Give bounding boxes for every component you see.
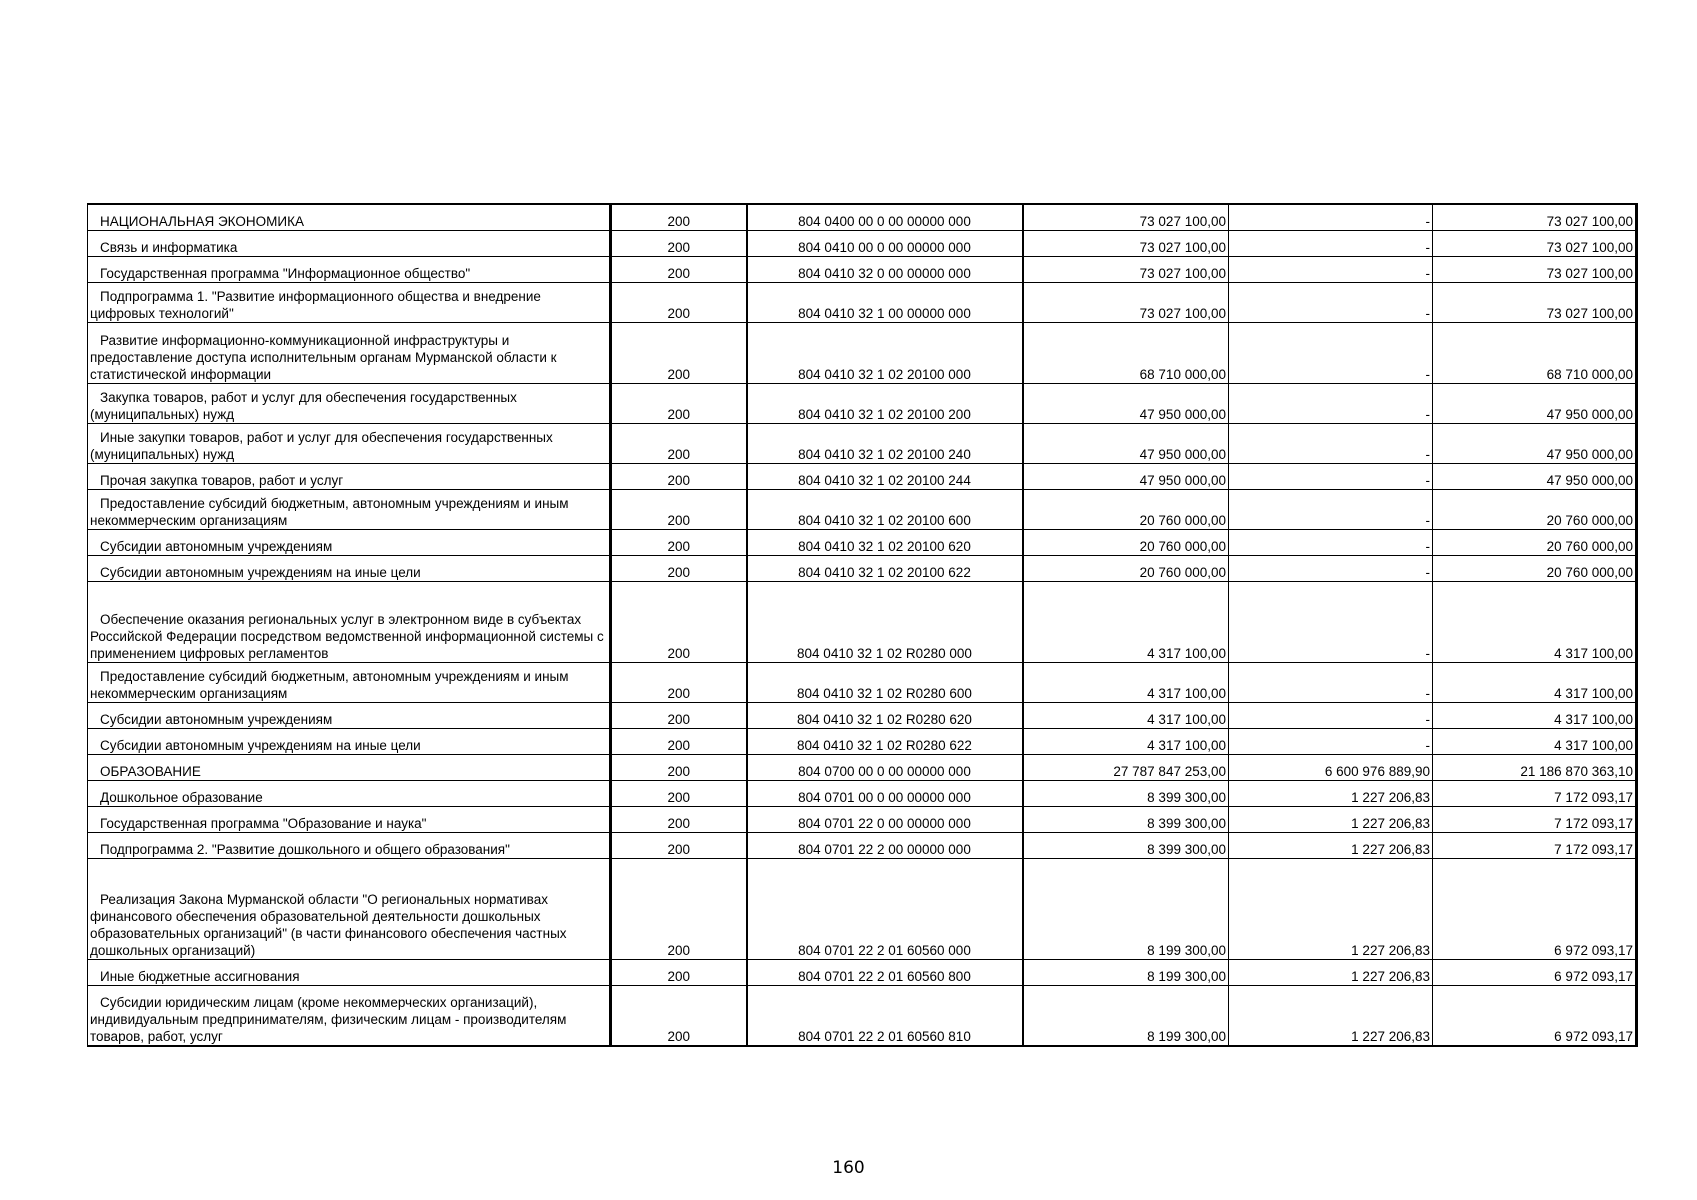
row-name-text: Субсидии автономным учреждениям [100,711,333,727]
row-amount-2: - [1229,322,1433,383]
row-amount-1: 27 787 847 253,00 [1023,754,1229,780]
row-code: 200 [611,555,747,581]
row-amount-2: 1 227 206,83 [1229,985,1433,1046]
row-name [88,423,611,463]
row-amount-1: 4 317 100,00 [1023,662,1229,702]
row-amount-2: - [1229,383,1433,423]
row-code: 200 [611,662,747,702]
row-kbk: 804 0701 00 0 00 00000 000 [747,780,1023,806]
row-name [88,780,611,806]
table-row [88,832,1637,858]
row-kbk: 804 0701 22 2 01 60560 800 [747,959,1023,985]
row-name [88,256,611,282]
row-amount-3: 20 760 000,00 [1433,489,1637,529]
row-name [88,581,611,662]
row-kbk: 804 0410 32 1 02 20100 240 [747,423,1023,463]
table-row [88,383,1637,423]
table-row [88,780,1637,806]
row-kbk: 804 0410 32 1 02 20100 244 [747,463,1023,489]
table-row [88,204,1637,230]
row-kbk: 804 0410 32 1 02 R0280 000 [747,581,1023,662]
row-code: 200 [611,581,747,662]
row-name-text: Государственная программа "Образование и наука" [100,815,427,831]
row-name-text: Государственная программа "Информационное общество" [100,265,471,281]
row-name [88,806,611,832]
table-row [88,423,1637,463]
row-amount-1: 73 027 100,00 [1023,204,1229,230]
row-name [88,204,611,230]
row-name [88,832,611,858]
row-code: 200 [611,423,747,463]
row-amount-3: 47 950 000,00 [1433,383,1637,423]
row-kbk: 804 0410 32 1 02 20100 622 [747,555,1023,581]
row-amount-3: 4 317 100,00 [1433,728,1637,754]
row-code: 200 [611,959,747,985]
table-row [88,662,1637,702]
row-amount-3: 4 317 100,00 [1433,662,1637,702]
row-amount-3: 4 317 100,00 [1433,581,1637,662]
row-code: 200 [611,529,747,555]
row-name-text: Дошкольное образование [100,789,263,805]
table-row [88,806,1637,832]
row-name-text: Предоставление субсидий бюджетным, автономным учреждениям и иным некоммерческим организациям [90,668,569,701]
table-row [88,754,1637,780]
row-name-text: Реализация Закона Мурманской области "О региональных нормативах финансового обеспечения образовательной деятельности дошкольных образовательных организаций" (в части финансового обеспечения частных дошкольных организаций) [90,891,567,958]
row-kbk: 804 0410 32 1 02 20100 620 [747,529,1023,555]
row-amount-3: 73 027 100,00 [1433,282,1637,322]
row-name-text: Подпрограмма 2. "Развитие дошкольного и общего образования" [100,841,510,857]
row-name [88,555,611,581]
row-amount-1: 47 950 000,00 [1023,463,1229,489]
row-name [88,282,611,322]
budget-table [87,203,1638,1047]
row-name-text: Субсидии автономным учреждениям [100,538,333,554]
table-row [88,489,1637,529]
row-kbk: 804 0701 22 2 01 60560 810 [747,985,1023,1046]
row-amount-3: 6 972 093,17 [1433,985,1637,1046]
row-kbk: 804 0701 22 2 01 60560 000 [747,858,1023,959]
row-name-text: Субсидии юридическим лицам (кроме некоммерческих организаций), индивидуальным предпринимателям, физическим лицам - производителям товаров, работ, услуг [90,995,567,1044]
row-code: 200 [611,230,747,256]
row-code: 200 [611,754,747,780]
row-amount-2: 1 227 206,83 [1229,780,1433,806]
row-amount-3: 68 710 000,00 [1433,322,1637,383]
row-name [88,463,611,489]
table-row [88,230,1637,256]
row-amount-1: 8 199 300,00 [1023,959,1229,985]
row-amount-1: 4 317 100,00 [1023,702,1229,728]
row-code: 200 [611,256,747,282]
row-kbk: 804 0400 00 0 00 00000 000 [747,204,1023,230]
row-amount-3: 21 186 870 363,10 [1433,754,1637,780]
row-kbk: 804 0701 22 2 00 00000 000 [747,832,1023,858]
row-name-text: Субсидии автономным учреждениям на иные цели [100,737,421,753]
row-name-text: Предоставление субсидий бюджетным, автономным учреждениям и иным некоммерческим организациям [90,495,569,528]
row-name [88,529,611,555]
row-amount-3: 20 760 000,00 [1433,529,1637,555]
row-amount-1: 73 027 100,00 [1023,256,1229,282]
row-name [88,728,611,754]
row-amount-2: - [1229,529,1433,555]
row-kbk: 804 0410 32 1 00 00000 000 [747,282,1023,322]
row-amount-2: 6 600 976 889,90 [1229,754,1433,780]
table-row [88,256,1637,282]
table-row [88,985,1637,1046]
row-amount-1: 8 199 300,00 [1023,985,1229,1046]
row-amount-2: 1 227 206,83 [1229,858,1433,959]
row-amount-3: 4 317 100,00 [1433,702,1637,728]
row-kbk: 804 0410 32 1 02 R0280 622 [747,728,1023,754]
row-name [88,322,611,383]
row-code: 200 [611,858,747,959]
row-amount-1: 73 027 100,00 [1023,230,1229,256]
row-amount-2: - [1229,728,1433,754]
row-name-text: Иные закупки товаров, работ и услуг для обеспечения государственных (муниципальных) нужд [90,429,553,462]
row-amount-1: 8 399 300,00 [1023,780,1229,806]
row-amount-3: 73 027 100,00 [1433,256,1637,282]
row-amount-1: 73 027 100,00 [1023,282,1229,322]
row-amount-3: 73 027 100,00 [1433,204,1637,230]
row-kbk: 804 0410 32 1 02 R0280 600 [747,662,1023,702]
row-code: 200 [611,702,747,728]
row-amount-2: 1 227 206,83 [1229,959,1433,985]
row-code: 200 [611,832,747,858]
row-amount-1: 4 317 100,00 [1023,728,1229,754]
row-name [88,662,611,702]
row-amount-2: - [1229,256,1433,282]
row-amount-3: 47 950 000,00 [1433,463,1637,489]
row-amount-2: - [1229,230,1433,256]
row-name [88,754,611,780]
row-name-text: НАЦИОНАЛЬНАЯ ЭКОНОМИКА [100,213,304,229]
row-amount-2: - [1229,282,1433,322]
row-amount-1: 20 760 000,00 [1023,555,1229,581]
row-name-text: Связь и информатика [100,239,238,255]
table-row [88,282,1637,322]
row-kbk: 804 0410 32 1 02 20100 000 [747,322,1023,383]
row-code: 200 [611,806,747,832]
row-name-text: Обеспечение оказания региональных услуг в электронном виде в субъектах Российской Федерации посредством ведомственной информационной системы с применением цифровых регламентов [90,611,604,661]
row-name [88,489,611,529]
row-name-text: Подпрограмма 1. "Развитие информационного общества и внедрение цифровых технологий" [90,288,541,321]
row-amount-2: - [1229,581,1433,662]
row-amount-3: 6 972 093,17 [1433,858,1637,959]
row-name [88,383,611,423]
row-code: 200 [611,780,747,806]
table-row [88,463,1637,489]
row-code: 200 [611,728,747,754]
row-kbk: 804 0700 00 0 00 00000 000 [747,754,1023,780]
row-name-text: Прочая закупка товаров, работ и услуг [100,472,344,488]
table-row [88,858,1637,959]
row-amount-1: 8 399 300,00 [1023,832,1229,858]
row-name-text: Закупка товаров, работ и услуг для обеспечения государственных (муниципальных) нужд [90,389,517,422]
row-kbk: 804 0701 22 0 00 00000 000 [747,806,1023,832]
row-code: 200 [611,985,747,1046]
row-amount-1: 8 399 300,00 [1023,806,1229,832]
row-name [88,702,611,728]
row-amount-3: 7 172 093,17 [1433,832,1637,858]
row-amount-2: - [1229,463,1433,489]
row-kbk: 804 0410 32 1 02 20100 200 [747,383,1023,423]
table-row [88,959,1637,985]
table-row [88,322,1637,383]
row-amount-1: 68 710 000,00 [1023,322,1229,383]
row-amount-3: 7 172 093,17 [1433,780,1637,806]
row-name-text: Иные бюджетные ассигнования [100,968,300,984]
row-code: 200 [611,489,747,529]
row-amount-2: - [1229,204,1433,230]
row-amount-2: 1 227 206,83 [1229,832,1433,858]
row-amount-3: 47 950 000,00 [1433,423,1637,463]
row-amount-3: 7 172 093,17 [1433,806,1637,832]
row-name [88,959,611,985]
row-code: 200 [611,463,747,489]
row-name [88,230,611,256]
row-amount-3: 6 972 093,17 [1433,959,1637,985]
row-name [88,985,611,1046]
table-row [88,728,1637,754]
row-amount-2: - [1229,489,1433,529]
table-row [88,529,1637,555]
row-amount-2: 1 227 206,83 [1229,806,1433,832]
row-name-text: Развитие информационно-коммуникационной инфраструктуры и предоставление доступа исполнительным органам Мурманской области к статистической информации [90,332,557,382]
page-number: 160 [832,1158,865,1178]
row-kbk: 804 0410 32 0 00 00000 000 [747,256,1023,282]
row-code: 200 [611,282,747,322]
row-amount-1: 4 317 100,00 [1023,581,1229,662]
table-row [88,702,1637,728]
row-kbk: 804 0410 32 1 02 R0280 620 [747,702,1023,728]
row-kbk: 804 0410 32 1 02 20100 600 [747,489,1023,529]
row-name [88,858,611,959]
row-amount-1: 47 950 000,00 [1023,423,1229,463]
row-name-text: ОБРАЗОВАНИЕ [100,763,201,779]
row-kbk: 804 0410 00 0 00 00000 000 [747,230,1023,256]
row-amount-1: 8 199 300,00 [1023,858,1229,959]
row-amount-3: 73 027 100,00 [1433,230,1637,256]
row-amount-2: - [1229,555,1433,581]
row-code: 200 [611,204,747,230]
table-row [88,555,1637,581]
row-amount-1: 20 760 000,00 [1023,489,1229,529]
row-amount-2: - [1229,662,1433,702]
row-amount-1: 47 950 000,00 [1023,383,1229,423]
row-amount-1: 20 760 000,00 [1023,529,1229,555]
row-amount-2: - [1229,702,1433,728]
row-amount-2: - [1229,423,1433,463]
row-name-text: Субсидии автономным учреждениям на иные цели [100,564,421,580]
table-row [88,581,1637,662]
row-code: 200 [611,322,747,383]
row-amount-3: 20 760 000,00 [1433,555,1637,581]
row-code: 200 [611,383,747,423]
